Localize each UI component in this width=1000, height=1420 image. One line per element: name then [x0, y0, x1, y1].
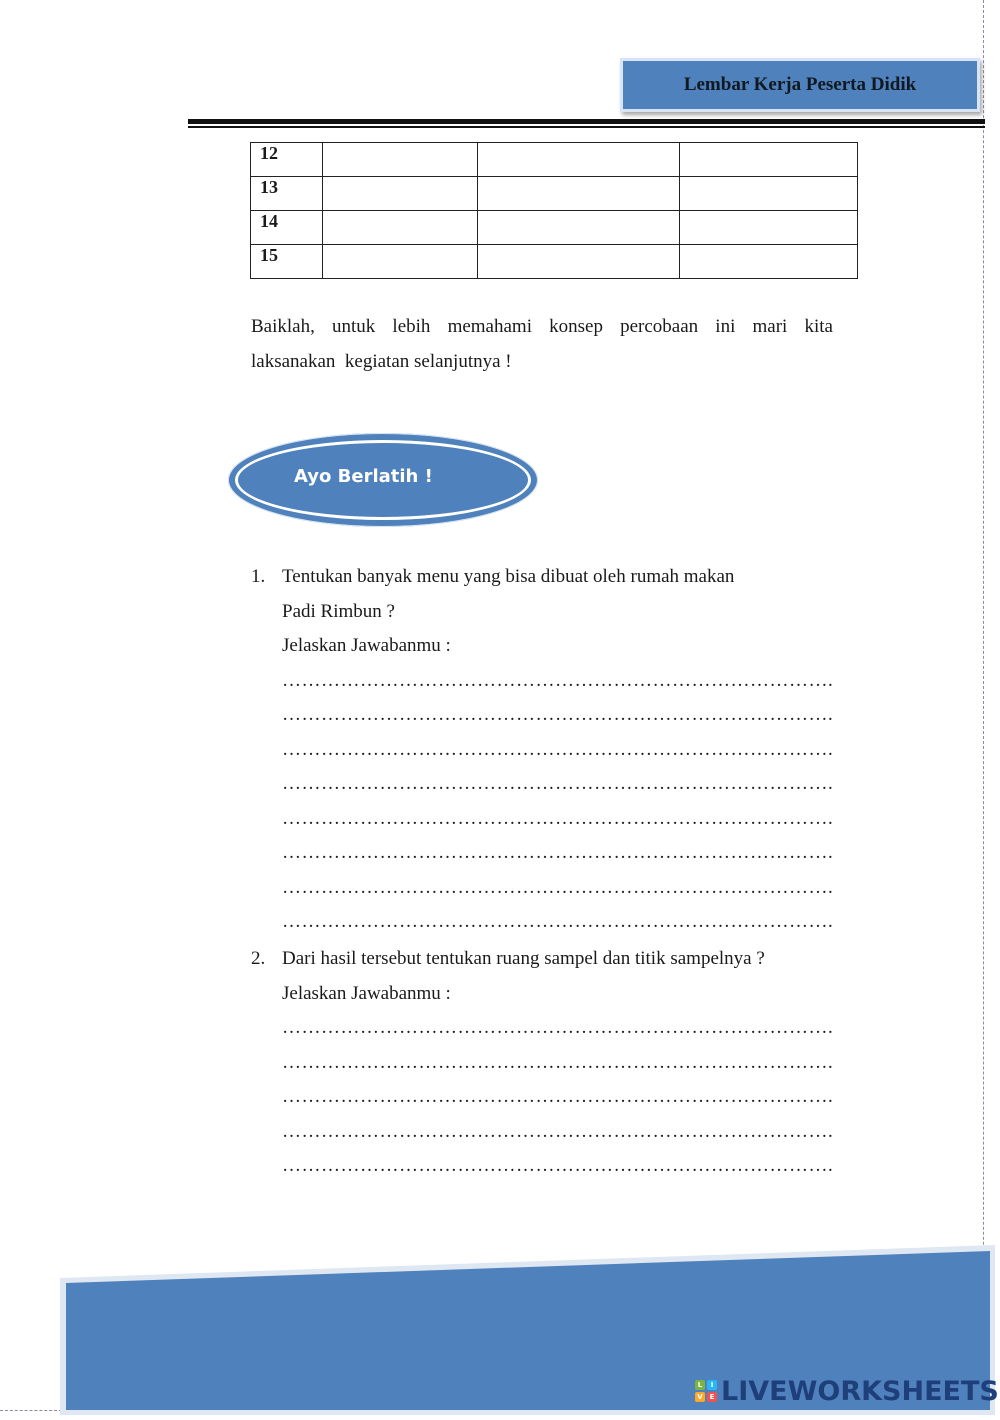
answer-line[interactable]: ………………………………………………………………………….: [282, 1051, 834, 1073]
answer-line[interactable]: ………………………………………………………………………….: [282, 1155, 834, 1176]
table-cell[interactable]: [477, 177, 680, 211]
answer-line[interactable]: ………………………………………………………………………….: [282, 704, 834, 725]
question-number: 2.: [251, 948, 266, 969]
intro-word: memahami: [447, 316, 532, 337]
intro-word: konsep: [549, 316, 603, 337]
table-row: [251, 143, 858, 177]
header-title-box: [620, 58, 980, 112]
section-badge: [228, 433, 538, 527]
table-cell[interactable]: [477, 245, 680, 279]
question-1: [251, 560, 842, 940]
table-cell-number: 15: [251, 245, 323, 279]
table-cell[interactable]: [322, 211, 477, 245]
logo-letter-v: V: [695, 1392, 705, 1402]
answer-line[interactable]: ………………………………………………………………………….: [282, 773, 834, 794]
question-text: Dari hasil tersebut tentukan ruang sampel dan titik sampelnya ?: [282, 948, 765, 969]
table-cell-number: 12: [251, 143, 323, 177]
question-body: [282, 560, 842, 940]
table-cell-number: 13: [251, 177, 323, 211]
data-table: [250, 142, 858, 279]
table-row: [251, 177, 858, 211]
answer-line[interactable]: ………………………………………………………………………….: [282, 842, 834, 863]
intro-word: ini: [715, 316, 736, 337]
header-rule-thick: [188, 119, 985, 124]
answer-line[interactable]: ………………………………………………………………………….: [282, 807, 834, 829]
logo-letter-l: L: [695, 1380, 705, 1390]
question-number: 1.: [251, 566, 266, 587]
liveworksheets-logo: [695, 1375, 999, 1407]
intro-paragraph: [251, 309, 833, 379]
table-cell[interactable]: [322, 245, 477, 279]
logo-letter-i: I: [707, 1380, 717, 1390]
table-row: [251, 211, 858, 245]
answer-line[interactable]: ………………………………………………………………………….: [282, 1017, 834, 1038]
table-cell[interactable]: [680, 143, 858, 177]
header-rule-thin: [188, 126, 985, 128]
table-cell[interactable]: [680, 177, 858, 211]
intro-line-1: [251, 309, 833, 344]
answer-prompt: Jelaskan Jawabanmu :: [282, 982, 451, 1004]
answer-line[interactable]: ………………………………………………………………………….: [282, 911, 834, 932]
logo-text: LIVEWORKSHEETS: [721, 1375, 999, 1407]
answer-prompt: Jelaskan Jawabanmu :: [282, 635, 451, 656]
intro-line-2: laksanakan kegiatan selanjutnya !: [251, 351, 512, 372]
question-body: [282, 942, 842, 1184]
table-cell[interactable]: [680, 245, 858, 279]
badge-label: Ayo Berlatih !: [294, 466, 433, 487]
answer-line[interactable]: ………………………………………………………………………….: [282, 876, 834, 898]
table-cell-number: 14: [251, 211, 323, 245]
intro-word: lebih: [392, 316, 431, 337]
logo-grid-icon: [695, 1380, 717, 1402]
intro-word: mari: [752, 316, 788, 337]
question-2: [251, 942, 842, 1184]
answer-line[interactable]: ………………………………………………………………………….: [282, 669, 834, 691]
intro-word: untuk: [332, 316, 376, 337]
header-title: Lembar Kerja Peserta Didik: [683, 74, 917, 95]
table-cell[interactable]: [477, 211, 680, 245]
logo-letter-e: E: [707, 1392, 717, 1402]
table-cell[interactable]: [680, 211, 858, 245]
intro-word: kita: [804, 316, 833, 337]
question-text: Tentukan banyak menu yang bisa dibuat oleh rumah makan: [282, 566, 735, 587]
answer-line[interactable]: ………………………………………………………………………….: [282, 1086, 834, 1107]
page-edge-right: [983, 0, 984, 1415]
intro-word: percobaan: [620, 316, 699, 337]
answer-line[interactable]: ………………………………………………………………………….: [282, 738, 834, 760]
table-cell[interactable]: [477, 143, 680, 177]
answer-line[interactable]: ………………………………………………………………………….: [282, 1120, 834, 1142]
table-cell[interactable]: [322, 143, 477, 177]
table-cell[interactable]: [322, 177, 477, 211]
table-row: [251, 245, 858, 279]
intro-word: Baiklah,: [251, 316, 315, 337]
question-text: Padi Rimbun ?: [282, 600, 395, 622]
